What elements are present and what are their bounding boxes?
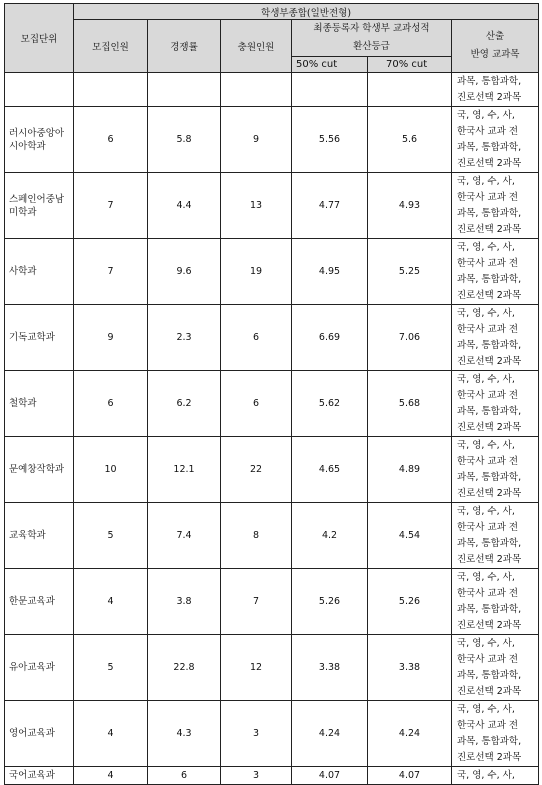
- empty-cell: [74, 73, 148, 107]
- unit-cell: 유아교육과: [5, 635, 74, 701]
- table-row: [5, 73, 539, 107]
- cut70-cell: 3.38: [368, 635, 452, 701]
- subject-line: 진로선택 2과목: [457, 422, 522, 433]
- cut50-cell: 4.24: [292, 701, 368, 767]
- subject-line: 과목, 통합과학,: [457, 340, 522, 351]
- unit-cell: 스페인어중남미학과: [5, 173, 74, 239]
- header-calc-line2: 반영 교과목: [470, 49, 520, 60]
- header-grade-line1: 최종등록자 학생부 교과성적: [313, 23, 430, 34]
- subject-line: 국, 영, 수, 사,: [457, 374, 515, 385]
- subjects-cell: [452, 107, 539, 173]
- subject-line: 과목, 통합과학,: [457, 406, 522, 417]
- subjects-cell: [452, 305, 539, 371]
- ratio-cell: 5.8: [148, 107, 221, 173]
- subject-line: 국, 영, 수, 사,: [457, 704, 515, 715]
- ratio-cell: 4.3: [148, 701, 221, 767]
- subject-line: 국, 영, 수, 사,: [457, 242, 515, 253]
- subject-line: 과목, 통합과학,: [457, 736, 522, 747]
- ratio-cell: 2.3: [148, 305, 221, 371]
- cut50-cell: 4.07: [292, 767, 368, 785]
- cut50-cell: 4.65: [292, 437, 368, 503]
- subject-line: 국, 영, 수, 사,: [457, 440, 515, 451]
- subject-line: 한국사 교과 전: [457, 720, 519, 731]
- subject-line: 진로선택 2과목: [457, 620, 522, 631]
- ratio-cell: 7.4: [148, 503, 221, 569]
- subject-line: 한국사 교과 전: [457, 258, 519, 269]
- unit-cell: 러시아중앙아시아학과: [5, 107, 74, 173]
- empty-cell: [221, 73, 292, 107]
- cut70-cell: 5.26: [368, 569, 452, 635]
- ratio-cell: 12.1: [148, 437, 221, 503]
- cut50-cell: 4.2: [292, 503, 368, 569]
- cut70-cell: 7.06: [368, 305, 452, 371]
- ratio-cell: 22.8: [148, 635, 221, 701]
- cut50-cell: 5.26: [292, 569, 368, 635]
- subject-line: 과목, 통합과학,: [457, 604, 522, 615]
- empty-cell: [368, 73, 452, 107]
- recruit-cell: 5: [74, 503, 148, 569]
- header-ratio: 경쟁률: [148, 20, 221, 73]
- table-row: [5, 173, 539, 239]
- subjects-cell: [452, 73, 539, 107]
- cut50-cell: 6.69: [292, 305, 368, 371]
- subject-line: 진로선택 2과목: [457, 158, 522, 169]
- subject-line: 과목, 통합과학,: [457, 472, 522, 483]
- header-cut70: 70% cut: [368, 57, 452, 73]
- empty-cell: [148, 73, 221, 107]
- table-row: [5, 503, 539, 569]
- unit-cell: 한문교육과: [5, 569, 74, 635]
- subject-line: 한국사 교과 전: [457, 654, 519, 665]
- header-calc-line1: 산출: [485, 31, 505, 42]
- cut70-cell: 4.89: [368, 437, 452, 503]
- subject-line: 과목, 통합과학,: [457, 142, 522, 153]
- subjects-cell: [452, 239, 539, 305]
- filled-cell: 3: [221, 767, 292, 785]
- cut70-cell: 4.54: [368, 503, 452, 569]
- table-row: [5, 767, 539, 785]
- table-row: [5, 437, 539, 503]
- subject-line: 과목, 통합과학,: [457, 274, 522, 285]
- subject-line: 한국사 교과 전: [457, 192, 519, 203]
- filled-cell: 22: [221, 437, 292, 503]
- recruit-cell: 4: [74, 701, 148, 767]
- subject-line: 과목, 통합과학,: [457, 670, 522, 681]
- recruit-cell: 4: [74, 767, 148, 785]
- subject-line: 과목, 통합과학,: [457, 538, 522, 549]
- header-grade: [292, 20, 452, 57]
- recruit-cell: 6: [74, 107, 148, 173]
- recruit-cell: 9: [74, 305, 148, 371]
- header-unit: 모집단위: [5, 4, 74, 73]
- subject-line: 국, 영, 수, 사,: [457, 638, 515, 649]
- cut50-cell: 4.95: [292, 239, 368, 305]
- unit-cell: 교육학과: [5, 503, 74, 569]
- subject-line: 국, 영, 수, 사,: [457, 506, 515, 517]
- recruit-cell: 5: [74, 635, 148, 701]
- filled-cell: 19: [221, 239, 292, 305]
- subject-line: 진로선택 2과목: [457, 224, 522, 235]
- subjects-cell: [452, 173, 539, 239]
- unit-cell: 국어교육과: [5, 767, 74, 785]
- subject-line: 한국사 교과 전: [457, 456, 519, 467]
- header-calc: [452, 20, 539, 73]
- subject-line: 국, 영, 수, 사,: [457, 176, 515, 187]
- subjects-cell: [452, 437, 539, 503]
- subjects-cell: [452, 569, 539, 635]
- unit-cell: 사학과: [5, 239, 74, 305]
- header-grade-line2: 환산등급: [353, 41, 390, 52]
- recruit-cell: 7: [74, 173, 148, 239]
- filled-cell: 12: [221, 635, 292, 701]
- cut70-cell: 5.68: [368, 371, 452, 437]
- cut50-cell: 5.56: [292, 107, 368, 173]
- filled-cell: 3: [221, 701, 292, 767]
- cut50-cell: 5.62: [292, 371, 368, 437]
- subject-line: 한국사 교과 전: [457, 390, 519, 401]
- subject-line: 국, 영, 수, 사,: [457, 308, 515, 319]
- filled-cell: 7: [221, 569, 292, 635]
- empty-cell: [5, 73, 74, 107]
- subjects-cell: [452, 503, 539, 569]
- subject-line: 한국사 교과 전: [457, 324, 519, 335]
- subject-line: 한국사 교과 전: [457, 522, 519, 533]
- subjects-cell: [452, 767, 539, 785]
- subject-line: 국, 영, 수, 사,: [457, 770, 515, 781]
- table-row: [5, 107, 539, 173]
- recruit-cell: 6: [74, 371, 148, 437]
- recruit-cell: 7: [74, 239, 148, 305]
- filled-cell: 8: [221, 503, 292, 569]
- unit-cell: 기독교학과: [5, 305, 74, 371]
- table-row: [5, 701, 539, 767]
- ratio-cell: 4.4: [148, 173, 221, 239]
- cut70-cell: 5.25: [368, 239, 452, 305]
- filled-cell: 13: [221, 173, 292, 239]
- subject-line: 진로선택 2과목: [457, 488, 522, 499]
- subjects-cell: [452, 635, 539, 701]
- empty-cell: [292, 73, 368, 107]
- filled-cell: 6: [221, 371, 292, 437]
- header-recruit: 모집인원: [74, 20, 148, 73]
- header-group: 학생부종합(일반전형): [74, 4, 539, 20]
- table-row: [5, 569, 539, 635]
- table-row: [5, 305, 539, 371]
- subject-line: 진로선택 2과목: [457, 554, 522, 565]
- subject-line: 과목, 통합과학,: [457, 76, 522, 87]
- subject-line: 과목, 통합과학,: [457, 208, 522, 219]
- filled-cell: 9: [221, 107, 292, 173]
- ratio-cell: 3.8: [148, 569, 221, 635]
- subject-line: 진로선택 2과목: [457, 92, 522, 103]
- unit-cell: 문예창작학과: [5, 437, 74, 503]
- cut70-cell: 5.6: [368, 107, 452, 173]
- cut50-cell: 4.77: [292, 173, 368, 239]
- subject-line: 진로선택 2과목: [457, 290, 522, 301]
- subject-line: 국, 영, 수, 사,: [457, 572, 515, 583]
- table-row: [5, 371, 539, 437]
- cut70-cell: 4.24: [368, 701, 452, 767]
- subjects-cell: [452, 701, 539, 767]
- table-row: [5, 635, 539, 701]
- subject-line: 진로선택 2과목: [457, 356, 522, 367]
- cut50-cell: 3.38: [292, 635, 368, 701]
- recruit-cell: 10: [74, 437, 148, 503]
- ratio-cell: 6: [148, 767, 221, 785]
- unit-cell: 철학과: [5, 371, 74, 437]
- subject-line: 진로선택 2과목: [457, 686, 522, 697]
- header-filled: 충원인원: [221, 20, 292, 73]
- admission-results-table: [4, 3, 539, 785]
- ratio-cell: 9.6: [148, 239, 221, 305]
- ratio-cell: 6.2: [148, 371, 221, 437]
- subject-line: 한국사 교과 전: [457, 126, 519, 137]
- subject-line: 진로선택 2과목: [457, 752, 522, 763]
- subject-line: 한국사 교과 전: [457, 588, 519, 599]
- cut70-cell: 4.07: [368, 767, 452, 785]
- cut70-cell: 4.93: [368, 173, 452, 239]
- header-cut50: 50% cut: [292, 57, 368, 73]
- subjects-cell: [452, 371, 539, 437]
- recruit-cell: 4: [74, 569, 148, 635]
- unit-cell: 영어교육과: [5, 701, 74, 767]
- table-row: [5, 239, 539, 305]
- filled-cell: 6: [221, 305, 292, 371]
- subject-line: 국, 영, 수, 사,: [457, 110, 515, 121]
